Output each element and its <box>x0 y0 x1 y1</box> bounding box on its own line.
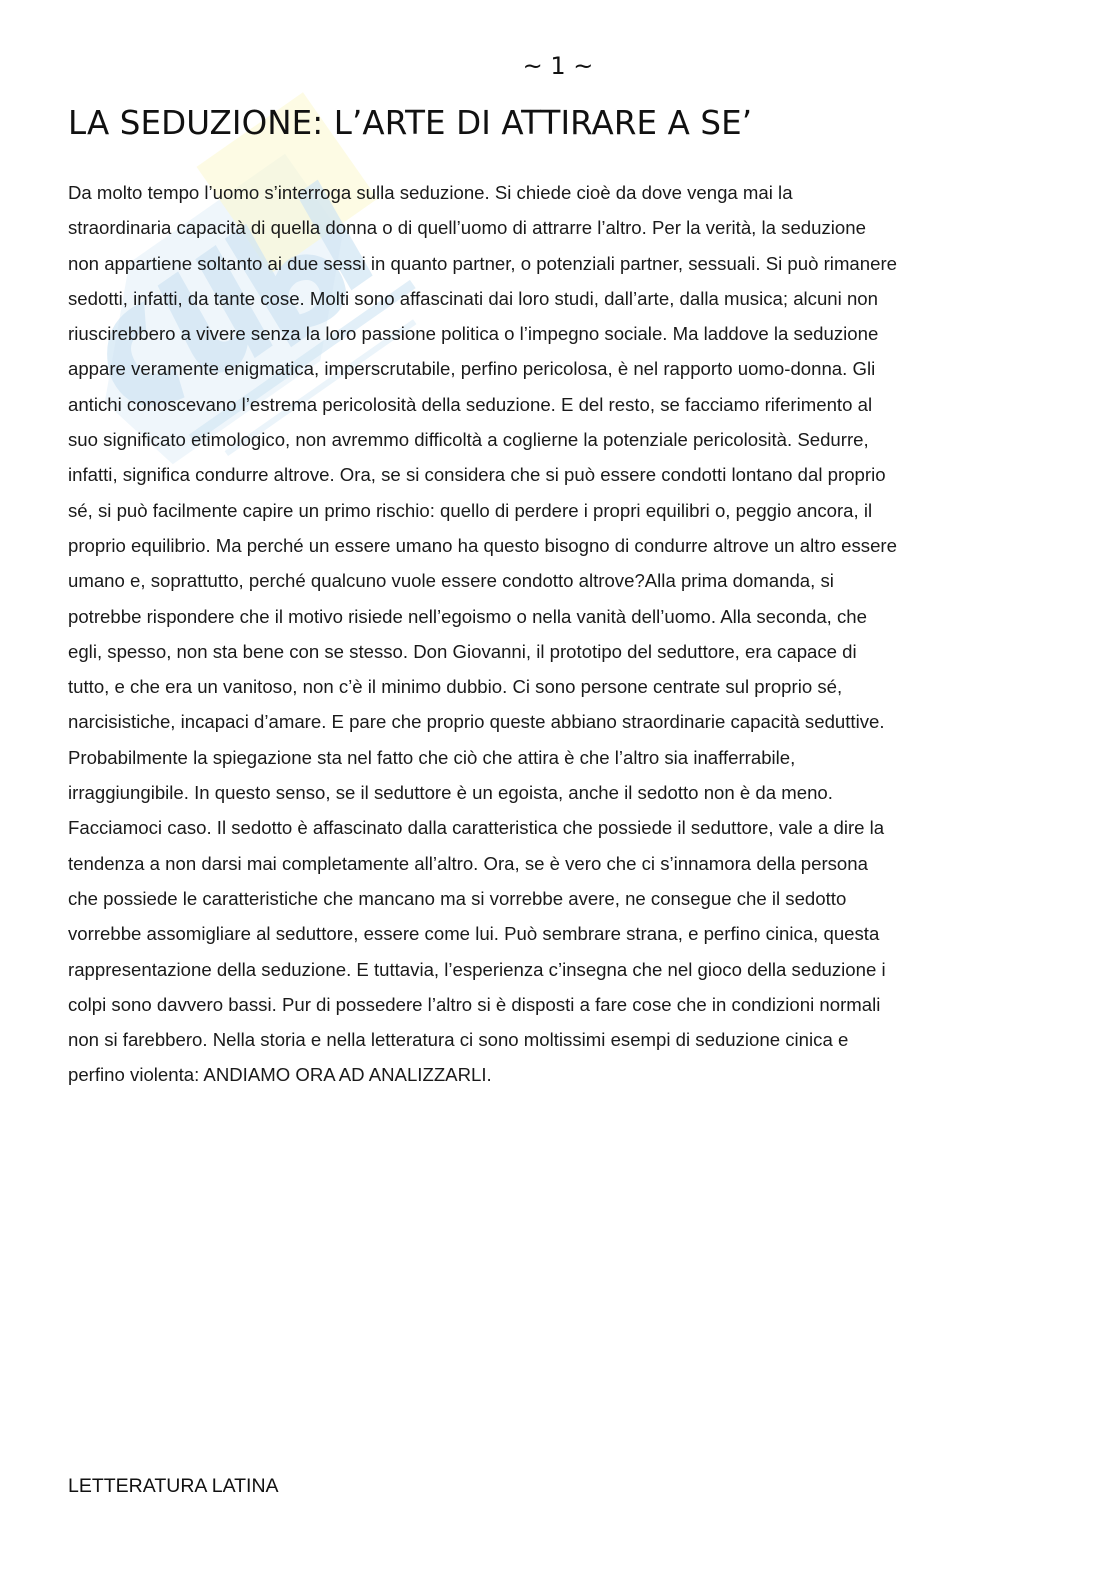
paragraph-line: proprio equilibrio. Ma perché un essere umano ha questo bisogno di condurre altrove un altro essere <box>68 534 897 556</box>
paragraph-line: appare veramente enigmatica, imperscrutabile, perfino pericolosa, è nel rapporto uomo-donna. Gli <box>68 358 876 380</box>
paragraph-line: umano e, soprattutto, perché qualcuno vuole essere condotto altrove?Alla prima domanda, si <box>68 570 834 592</box>
paragraph-line: antichi conoscevano l’estrema pericolosità della seduzione. E del resto, se facciamo riferimento al <box>68 393 873 415</box>
paragraph-line: potrebbe rispondere che il motivo risiede nell’egoismo o nella vanità dell’uomo. Alla seconda, che <box>68 605 867 627</box>
paragraph-line: narcisistiche, incapaci d’amare. E pare che proprio queste abbiano straordinarie capacità seduttive. <box>68 711 885 733</box>
paragraph-line: Da molto tempo l’uomo s’interroga sulla seduzione. Si chiede cioè da dove venga mai la <box>68 182 793 203</box>
page-footer: LETTERATURA LATINA <box>68 1475 279 1497</box>
paragraph-line: sé, si può facilmente capire un primo rischio: quello di perdere i propri equilibri o, peggio ancora, il <box>68 499 873 521</box>
paragraph-line: tutto, e che era un vanitoso, non c’è il minimo dubbio. Ci sono persone centrate sul proprio sé, <box>68 676 843 698</box>
paragraph-line: tendenza a non darsi mai completamente all’altro. Ora, se è vero che ci s’innamora della persona <box>68 852 868 874</box>
paragraph-line: non si farebbero. Nella storia e nella letteratura ci sono moltissimi esempi di seduzione cinica e <box>68 1029 849 1051</box>
paragraph-line: straordinaria capacità di quella donna o di quell’uomo di attrarre l’altro. Per la verità, la seduzione <box>68 217 866 239</box>
document-title: LA SEDUZIONE: L’ARTE DI ATTIRARE A SE’ <box>68 104 753 142</box>
paragraph-line: Probabilmente la spiegazione sta nel fatto che ciò che attira è che l’altro sia inafferrabile, <box>68 746 796 768</box>
paragraph-line: infatti, significa condurre altrove. Ora, se si considera che si può essere condotti lontano dal proprio <box>68 464 886 486</box>
paragraph-line: Facciamoci caso. Il sedotto è affascinato dalla caratteristica che possiede il seduttore, vale a dire la <box>68 817 885 839</box>
body-paragraph <box>68 175 998 1093</box>
paragraph-line: colpi sono davvero bassi. Pur di possedere l’altro si è disposti a fare cose che in condizioni normali <box>68 993 881 1015</box>
paragraph-line: rappresentazione della seduzione. E tuttavia, l’esperienza c’insegna che nel gioco della seduzione i <box>68 958 886 980</box>
paragraph-line: perfino violenta: ANDIAMO ORA AD ANALIZZARLI. <box>68 1064 492 1086</box>
paragraph-line: egli, spesso, non sta bene con se stesso. Don Giovanni, il prototipo del seduttore, era capace di <box>68 640 857 662</box>
paragraph-line: suo significato etimologico, non avremmo difficoltà a coglierne la potenziale pericolosità. Sedurre, <box>68 429 869 451</box>
paragraph-line: non appartiene soltanto ai due sessi in quanto partner, o potenziali partner, sessuali. Si può rimanere <box>68 252 897 274</box>
paragraph-line: irraggiungibile. In questo senso, se il seduttore è un egoista, anche il sedotto non è da meno. <box>68 782 833 804</box>
paragraph-line: vorrebbe assomigliare al seduttore, essere come lui. Può sembrare strana, e perfino cinica, questa <box>68 923 880 945</box>
paragraph-line: che possiede le caratteristiche che mancano ma si vorrebbe avere, ne consegue che il sedotto <box>68 887 847 909</box>
page-number: ~ 1 ~ <box>522 52 594 80</box>
paragraph-line: riuscirebbero a vivere senza la loro passione politica o l’impegno sociale. Ma laddove la seduzione <box>68 323 879 345</box>
paragraph-line: sedotti, infatti, da tante cose. Molti sono affascinati dai loro studi, dall’arte, dalla musica; alcuni non <box>68 287 878 309</box>
